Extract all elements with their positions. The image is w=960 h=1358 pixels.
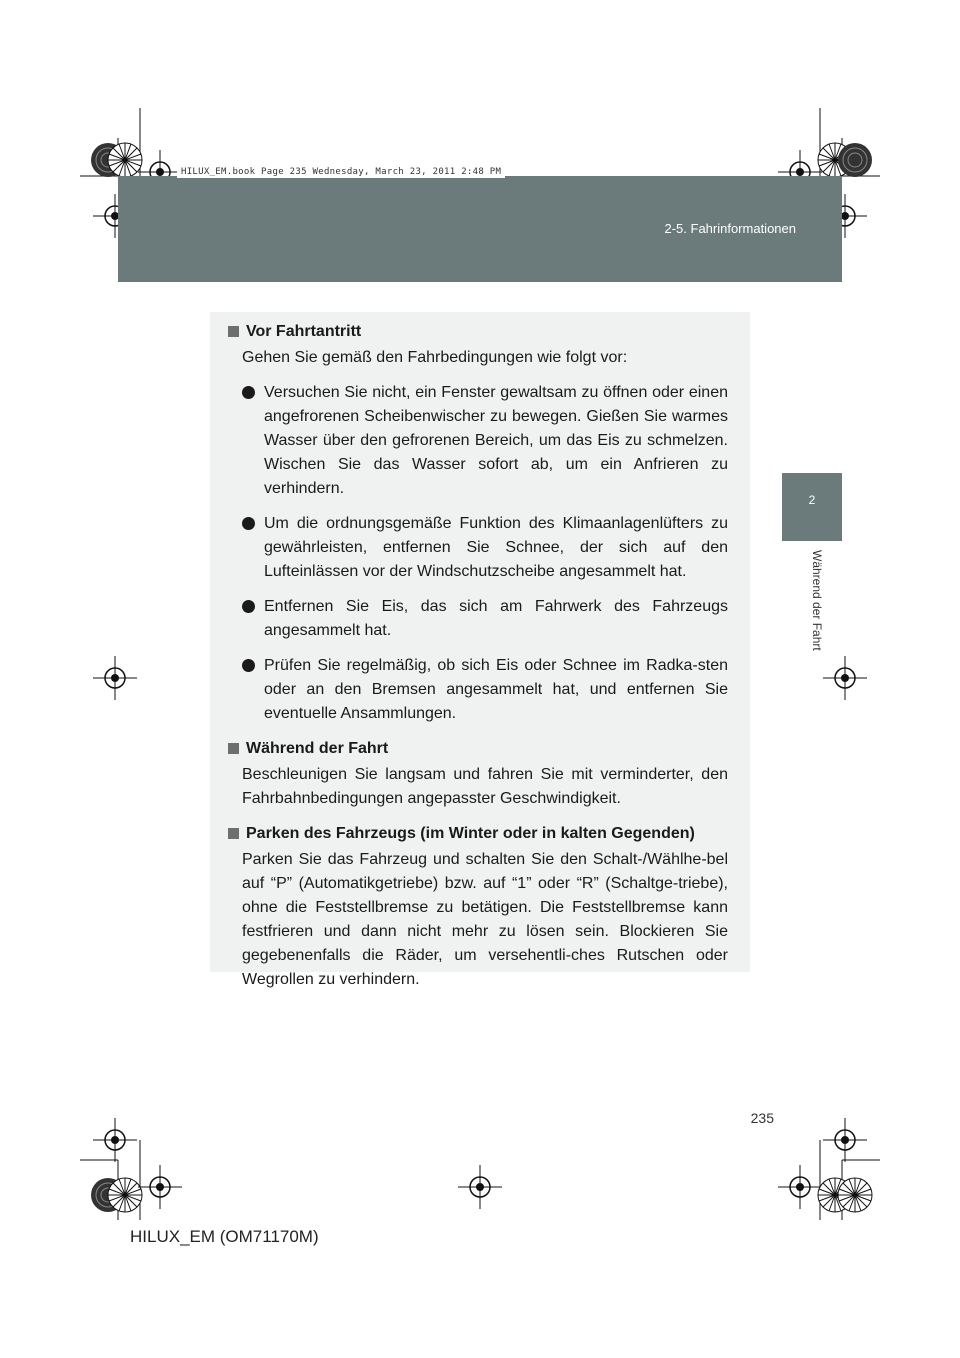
chapter-tab: [782, 473, 842, 541]
list-item: Versuchen Sie nicht, ein Fenster gewaltsam zu öffnen oder einen angefrorenen Scheibenwischer zu bewegen. Gießen Sie warmes Wasser über den gefrorenen Bereich, um das Eis zu schmelzen. Wischen Sie das Wasser sofort ab, um ein Anfrieren zu verhindern.: [230, 381, 728, 501]
bullet-icon: [242, 386, 255, 399]
section-intro: Gehen Sie gemäß den Fahrbedingungen wie folgt vor:: [242, 349, 628, 366]
section-title: 2-5. Fahrinformationen: [664, 221, 796, 236]
list-item: Um die ordnungsgemäße Funktion des Klimaanlagenlüfters zu gewährleisten, entfernen Sie Schnee, der sich auf den Lufteinlässen vor der Windschutzscheibe angesammelt hat.: [230, 512, 728, 584]
section-body: Parken Sie das Fahrzeug und schalten Sie den Schalt-/Wählhe-bel auf “P” (Automatikgetriebe) bzw. auf “1” oder “R” (Schaltge-triebe), ohne die Feststellbremse zu betätigen. Die Feststellbremse kann festfrieren und dann nicht mehr zu lösen sein. Blockieren Sie gegebenenfalls die Räder, um versehentli-ches Rutschen oder Wegrollen zu verhindern.: [242, 851, 728, 988]
chapter-number: 2: [808, 493, 816, 507]
square-bullet-icon: [228, 828, 239, 839]
list-item: Prüfen Sie regelmäßig, ob sich Eis oder Schnee im Radka-sten oder an den Bremsen angesammelt hat, und entfernen Sie eventuelle Ansammlungen.: [230, 654, 728, 726]
section-heading: Während der Fahrt: [230, 737, 728, 761]
page-number: 235: [750, 1110, 774, 1126]
section-body: Beschleunigen Sie langsam und fahren Sie mit verminderter, den Fahrbahnbedingungen angepasster Geschwindigkeit.: [242, 766, 728, 807]
section-heading: Vor Fahrtantritt: [230, 320, 728, 344]
chapter-label: Während der Fahrt: [810, 550, 824, 651]
square-bullet-icon: [228, 743, 239, 754]
bullet-icon: [242, 659, 255, 672]
print-stamp: HILUX_EM.book Page 235 Wednesday, March 23, 2011 2:48 PM: [177, 166, 505, 178]
content: [230, 320, 728, 1003]
document-code: HILUX_EM (OM71170M): [130, 1227, 319, 1246]
bullet-icon: [242, 517, 255, 530]
square-bullet-icon: [228, 326, 239, 337]
list-item: Entfernen Sie Eis, das sich am Fahrwerk des Fahrzeugs angesammelt hat.: [230, 595, 728, 643]
bullet-icon: [242, 600, 255, 613]
section-heading: Parken des Fahrzeugs (im Winter oder in kalten Gegenden): [230, 822, 728, 846]
